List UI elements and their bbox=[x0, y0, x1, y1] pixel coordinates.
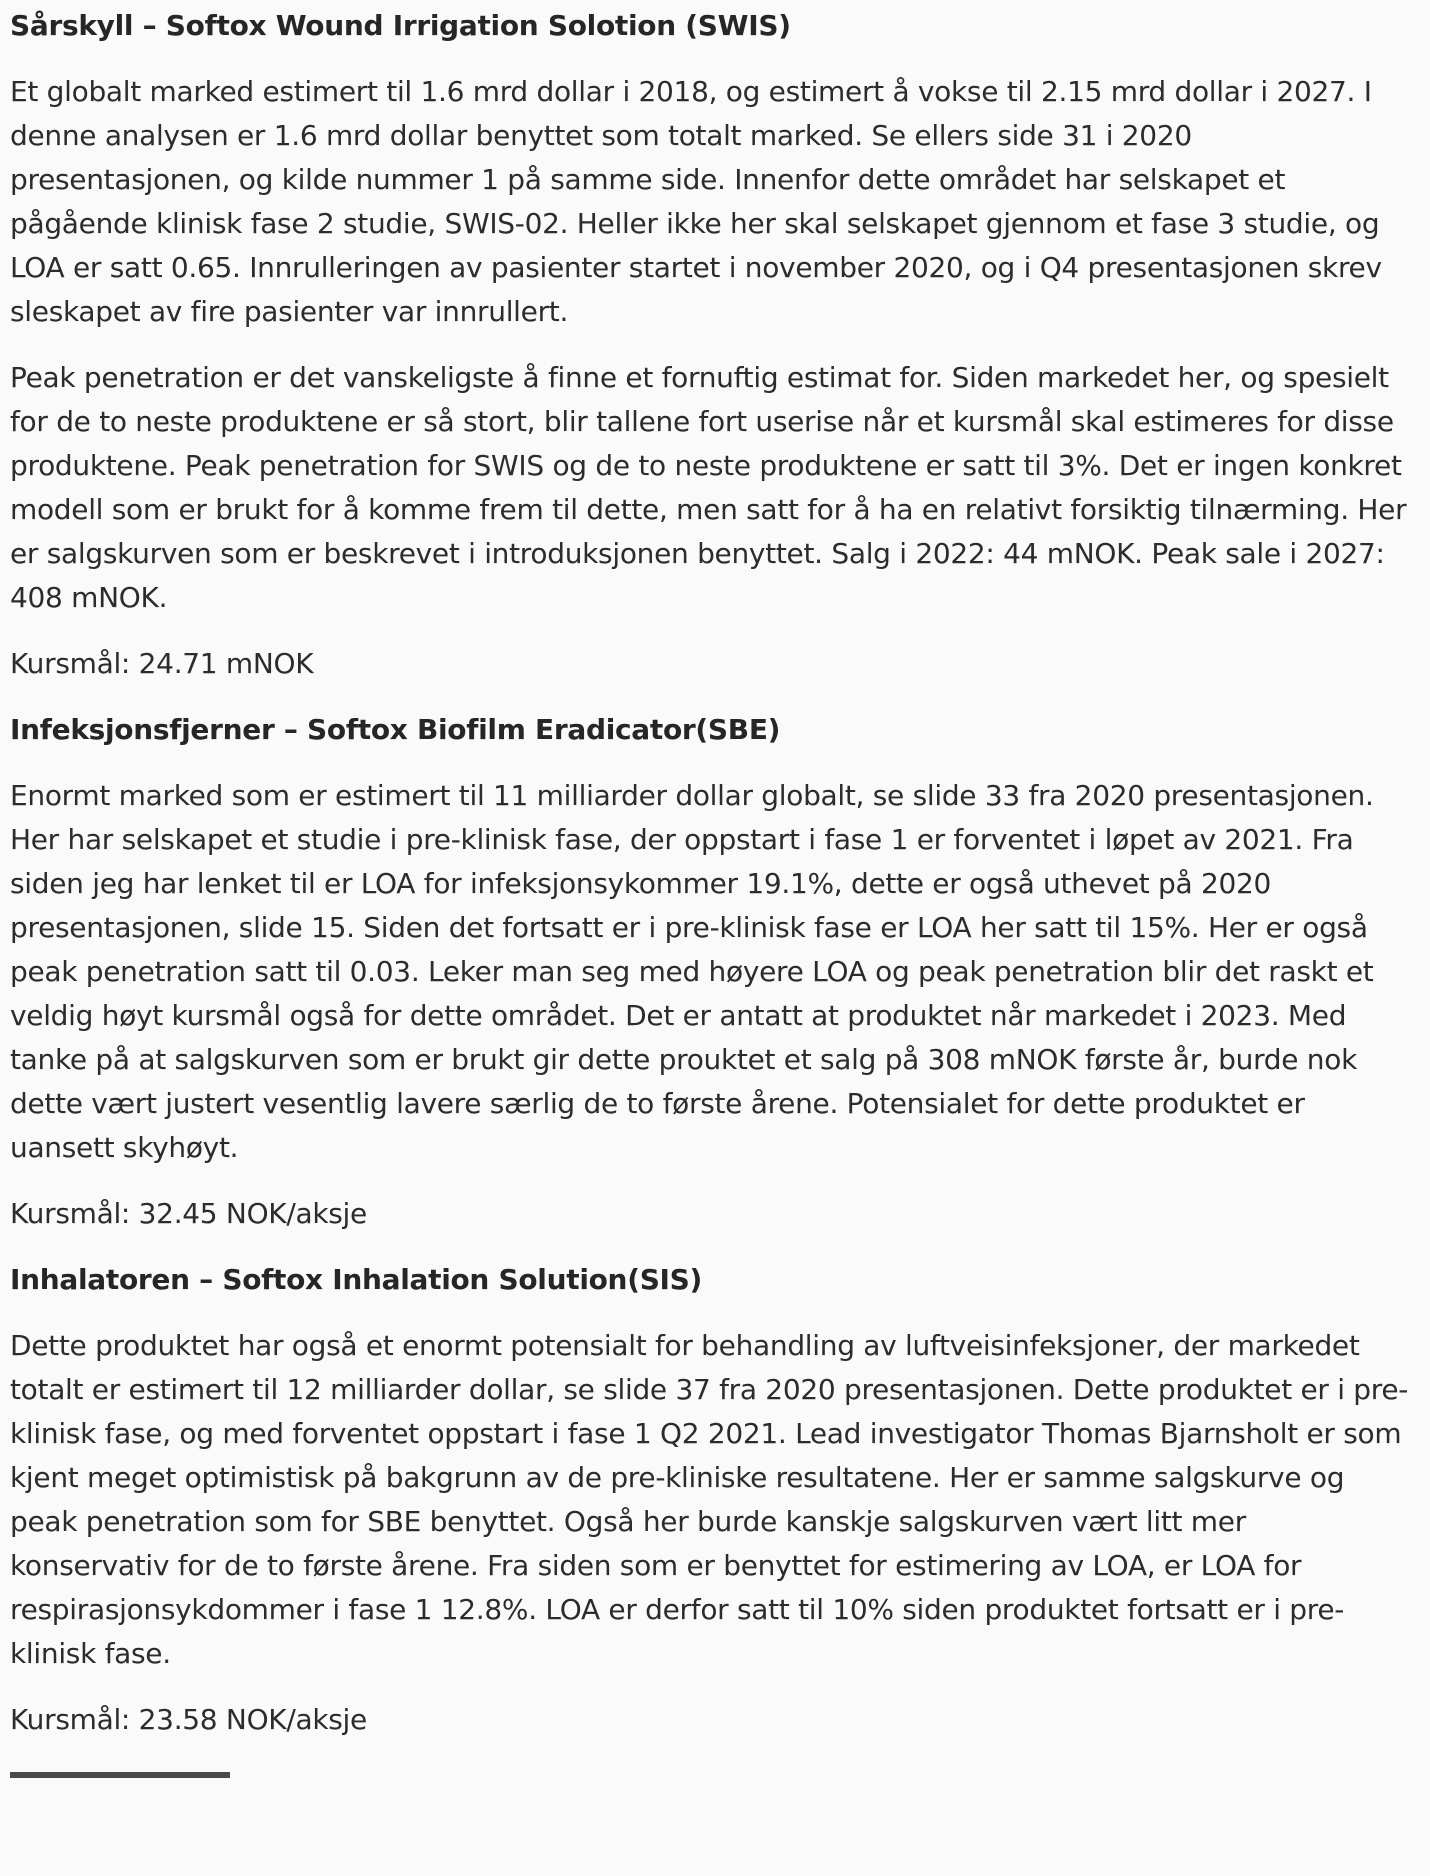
price-target: Kursmål: 23.58 NOK/aksje bbox=[10, 1703, 367, 1736]
paragraph: Enormt marked som er estimert til 11 milliarder dollar globalt, se slide 33 fra 2020 presentasjonen. Her har selskapet et studie i pre-klinisk fase, der oppstart i fase 1 er forventet i løpet av 2021. Fra siden jeg har lenket til er LOA for infeksjonsykommer 19.1%, dette er også uthevet på 2020 presentasjonen, slide 15. Siden det fortsatt er i pre-klinisk fase er LOA her satt til 15%. Her er også peak penetration satt til 0.03. Leker man seg med høyere LOA og peak penetration blir det raskt et veldig høyt kursmål også for dette området. Det er antatt at produktet når markedet i 2023. Med tanke på at salgskurven som er brukt gir dette prouktet et salg på 308 mNOK første år, burde nok dette vært justert vesentlig lavere særlig de to første årene. Potensialet for dette produktet er uansett skyhøyt. bbox=[10, 779, 1374, 1164]
truncated-heading-stub bbox=[10, 1772, 230, 1778]
price-target: Kursmål: 32.45 NOK/aksje bbox=[10, 1197, 367, 1230]
paragraph: Dette produktet har også et enormt potensialt for behandling av luftveisinfeksjoner, der markedet totalt er estimert til 12 milliarder dollar, se slide 37 fra 2020 presentasjonen. Dette produktet er i pre-klinisk fase, og med forventet oppstart i fase 1 Q2 2021. Lead investigator Thomas Bjarnsholt er som kjent meget optimistisk på bakgrunn av de pre-kliniske resultatene. Her er samme salgskurve og peak penetration som for SBE benyttet. Også her burde kanskje salgskurven vært litt mer konservativ for de to første årene. Fra siden som er benyttet for estimering av LOA, er LOA for respirasjonsykdommer i fase 1 12.8%. LOA er derfor satt til 10% siden produktet fortsatt er i pre-klinisk fase. bbox=[10, 1329, 1409, 1670]
paragraph: Peak penetration er det vanskeligste å finne et fornuftig estimat for. Siden markedet her, og spesielt for de to neste produktene er så stort, blir tallene fort userise når et kursmål skal estimeres for disse produktene. Peak penetration for SWIS og de to neste produktene er satt til 3%. Det er ingen konkret modell som er brukt for å komme frem til dette, men satt for å ha en relativt forsiktig tilnærming. Her er salgskurven som er beskrevet i introduksjonen benyttet. Salg i 2022: 44 mNOK. Peak sale i 2027: 408 mNOK. bbox=[10, 361, 1407, 614]
truncated-heading bbox=[10, 1764, 1410, 1778]
section-swis bbox=[10, 4, 1410, 686]
section-sbe bbox=[10, 708, 1410, 1236]
section-heading: Inhalatoren – Softox Inhalation Solution(SIS) bbox=[10, 1263, 703, 1296]
paragraph: Et globalt marked estimert til 1.6 mrd dollar i 2018, og estimert å vokse til 2.15 mrd dollar i 2027. I denne analysen er 1.6 mrd dollar benyttet som totalt marked. Se ellers side 31 i 2020 presentasjonen, og kilde nummer 1 på samme side. Innenfor dette området har selskapet et pågående klinisk fase 2 studie, SWIS-02. Heller ikke her skal selskapet gjennom et fase 3 studie, og LOA er satt 0.65. Innrulleringen av pasienter startet i november 2020, og i Q4 presentasjonen skrev sleskapet av fire pasienter var innrullert. bbox=[10, 75, 1382, 328]
section-heading: Sårskyll – Softox Wound Irrigation Solotion (SWIS) bbox=[10, 9, 791, 42]
document-body bbox=[10, 0, 1410, 1778]
price-target: Kursmål: 24.71 mNOK bbox=[10, 647, 314, 680]
section-sis bbox=[10, 1258, 1410, 1742]
section-heading: Infeksjonsfjerner – Softox Biofilm Eradicator(SBE) bbox=[10, 713, 781, 746]
